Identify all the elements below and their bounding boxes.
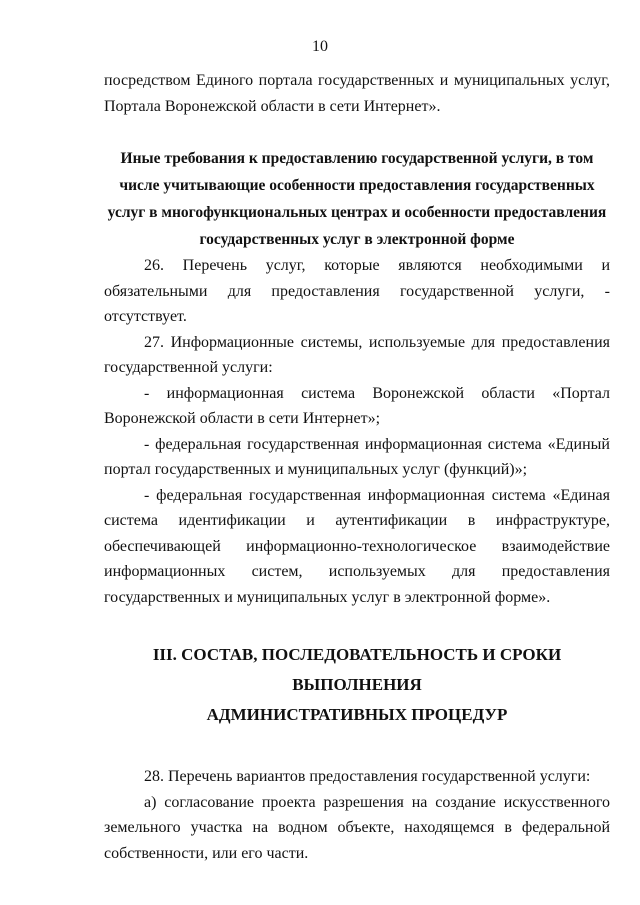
intro-line-1: посредством Единого портала государственных и муниципальных услуг, bbox=[104, 72, 610, 89]
heading-line: государственных услуг в электронной форме bbox=[199, 231, 515, 248]
paragraph-26: 26. Перечень услуг, которые являются необходимыми и обязательными для предоставления государственной услуги, - отсутствует. bbox=[104, 257, 610, 325]
section-heading-other-requirements bbox=[104, 145, 610, 253]
heading-line: Иные требования к предоставлению государственной услуги, в том bbox=[120, 150, 594, 167]
heading-line: числе учитывающие особенности предоставления государственных bbox=[119, 177, 595, 194]
section-title-line: III. СОСТАВ, ПОСЛЕДОВАТЕЛЬНОСТЬ И СРОКИ ВЫПОЛНЕНИЯ bbox=[152, 645, 562, 694]
paragraph-28-a: а) согласование проекта разрешения на создание искусственного земельного участка на водном объекте, находящемся в федеральной собственности, или его части. bbox=[104, 793, 610, 862]
section-title-line: АДМИНИСТРАТИВНЫХ ПРОЦЕДУР bbox=[206, 705, 508, 724]
paragraph-27-item-3: - федеральная государственная информационная система «Единая система идентификации и аутентификации в инфраструктуре, обеспечивающей информационно-технологическое взаимодействие информационных систем, используемых для предоставления государственных и муниципальных услуг в электронной форме». bbox=[104, 486, 610, 606]
intro-line-2: Портала Воронежской области в сети Интернет». bbox=[104, 97, 441, 115]
paragraph-27-item-2: - федеральная государственная информационная система «Единый портал государственных и муниципальных услуг (функций)»; bbox=[104, 435, 610, 478]
paragraph-27-item-1: - информационная система Воронежской области «Портал Воронежской области в сети Интернет»; bbox=[104, 384, 610, 427]
paragraph-28: 28. Перечень вариантов предоставления государственной услуги: bbox=[144, 768, 591, 785]
paragraph-27: 27. Информационные системы, используемые для предоставления государственной услуги: bbox=[104, 333, 610, 376]
heading-line: услуг в многофункциональных центрах и особенности предоставления bbox=[107, 204, 607, 221]
document-body bbox=[104, 68, 610, 866]
section-title-iii bbox=[104, 640, 610, 730]
page-number: 10 bbox=[312, 38, 328, 55]
